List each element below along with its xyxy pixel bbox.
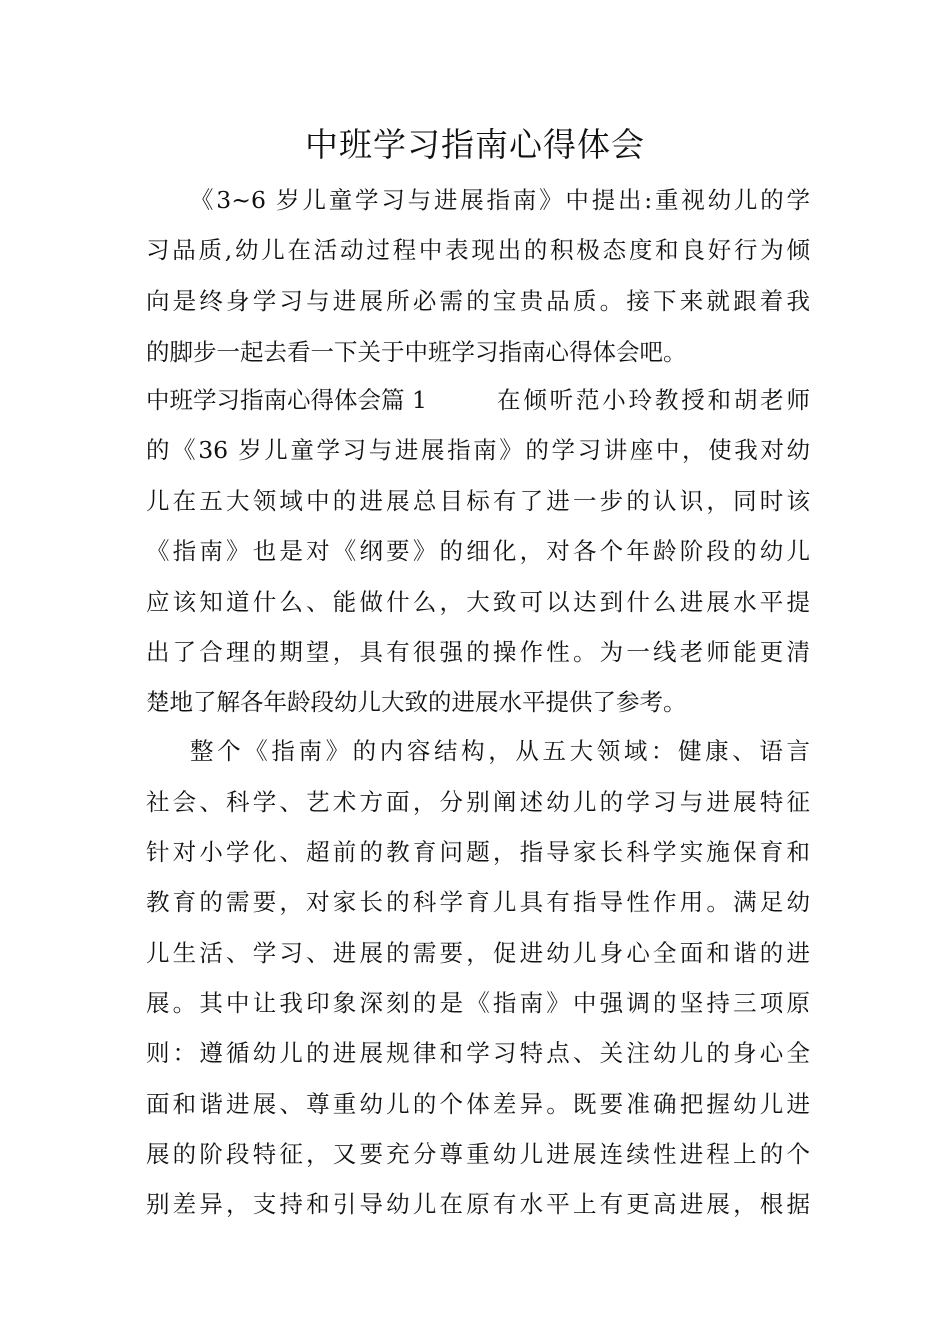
- para2-line-8: 面和谐进展、尊重幼儿的个体差异。既要准确把握幼儿进: [146, 1090, 810, 1118]
- intro-line-2: 习品质,幼儿在活动过程中表现出的积极态度和良好行为倾: [146, 236, 810, 264]
- para2-line-4: 教育的需要，对家长的科学育儿具有指导性作用。满足幼: [146, 888, 810, 916]
- intro-line-1: 《3~6 岁儿童学习与进展指南》中提出:重视幼儿的学: [190, 186, 810, 214]
- intro-line-4: 的脚步一起去看一下关于中班学习指南心得体会吧。: [146, 338, 687, 366]
- para1-line-2: 儿在五大领域中的进展总目标有了进一步的认识，同时该: [146, 487, 810, 515]
- para1-line-3: 《指南》也是对《纲要》的细化，对各个年龄阶段的幼儿: [146, 537, 810, 565]
- para2-line-2: 社会、科学、艺术方面，分别阐述幼儿的学习与进展特征: [146, 788, 810, 816]
- para2-line-6: 展。其中让我印象深刻的是《指南》中强调的坚持三项原: [146, 989, 810, 1017]
- section-first-line: 在倾听范小玲教授和胡老师: [497, 386, 810, 414]
- para2-line-7: 则：遵循幼儿的进展规律和学习特点、关注幼儿的身心全: [146, 1039, 810, 1067]
- para1-line-5: 出了合理的期望，具有很强的操作性。为一线老师能更清: [146, 638, 810, 666]
- section-heading: 中班学习指南心得体会篇 1: [146, 386, 427, 414]
- document-title: 中班学习指南心得体会: [305, 125, 645, 164]
- para2-line-1: 整个《指南》的内容结构，从五大领域：健康、语言: [190, 737, 810, 765]
- para1-line-4: 应该知道什么、能做什么，大致可以达到什么进展水平提: [146, 588, 810, 616]
- para2-line-10: 别差异，支持和引导幼儿在原有水平上有更高进展，根据: [146, 1190, 810, 1218]
- para2-line-3: 针对小学化、超前的教育问题，指导家长科学实施保育和: [146, 838, 810, 866]
- para1-line-6: 楚地了解各年龄段幼儿大致的进展水平提供了参考。: [146, 688, 687, 716]
- para1-line-1: 的《36 岁儿童学习与进展指南》的学习讲座中，使我对幼: [146, 436, 810, 464]
- para2-line-5: 儿生活、学习、进展的需要，促进幼儿身心全面和谐的进: [146, 939, 810, 967]
- para2-line-9: 展的阶段特征，又要充分尊重幼儿进展连续性进程上的个: [146, 1140, 810, 1168]
- intro-line-3: 向是终身学习与进展所必需的宝贵品质。接下来就跟着我: [146, 287, 810, 315]
